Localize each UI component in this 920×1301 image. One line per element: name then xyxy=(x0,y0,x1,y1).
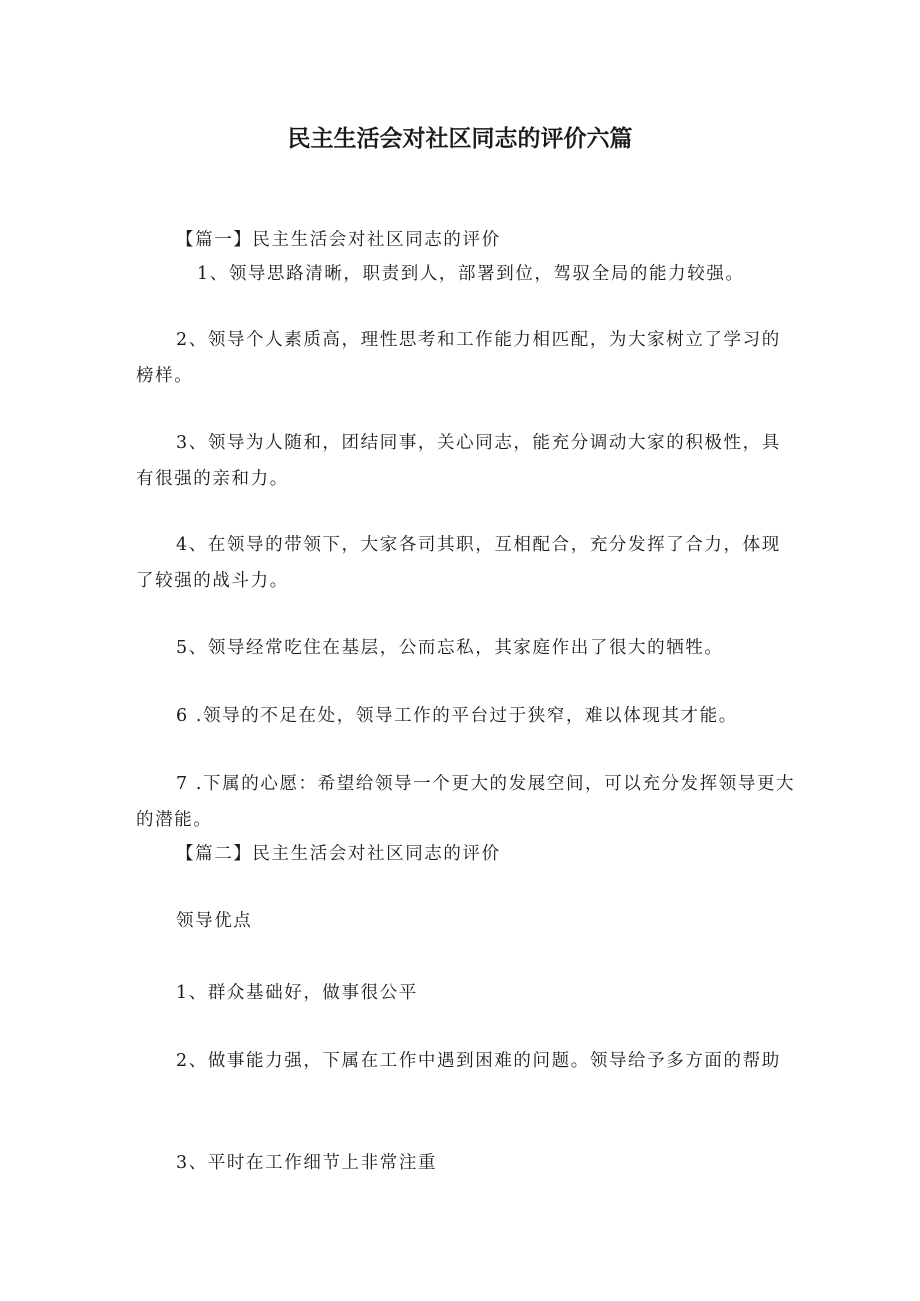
list-item: 5、领导经常吃住在基层，公而忘私，其家庭作出了很大的牺牲。 xyxy=(176,638,724,658)
list-item: 4、在领导的带领下，大家各司其职，互相配合，充分发挥了合力，体现了较强的战斗力。 xyxy=(136,535,781,591)
list-item: 1、群众基础好，做事很公平 xyxy=(176,983,418,1003)
list-item: 2、做事能力强，下属在工作中遇到困难的问题。领导给予多方面的帮助 xyxy=(176,1051,781,1071)
list-item: 7 .下属的心愿：希望给领导一个更大的发展空间，可以充分发挥领导更大的潜能。 xyxy=(136,774,796,830)
list-item: 3、领导为人随和，团结同事，关心同志，能充分调动大家的积极性，具有很强的亲和力。 xyxy=(136,433,781,489)
list-item: 2、领导个人素质高，理性思考和工作能力相匹配，为大家树立了学习的榜样。 xyxy=(136,330,781,386)
list-item: 3、平时在工作细节上非常注重 xyxy=(176,1153,438,1173)
subheading: 领导优点 xyxy=(176,911,253,931)
section-heading-1: 【篇一】民主生活会对社区同志的评价 xyxy=(176,230,501,250)
list-item: 6 .领导的不足在处，领导工作的平台过于狭窄，难以体现其才能。 xyxy=(176,706,738,726)
section-heading-2: 【篇二】民主生活会对社区同志的评价 xyxy=(176,844,501,864)
document-title: 民主生活会对社区同志的评价六篇 xyxy=(287,126,633,152)
list-item: 1、领导思路清晰，职责到人，部署到位，驾驭全局的能力较强。 xyxy=(197,264,745,284)
